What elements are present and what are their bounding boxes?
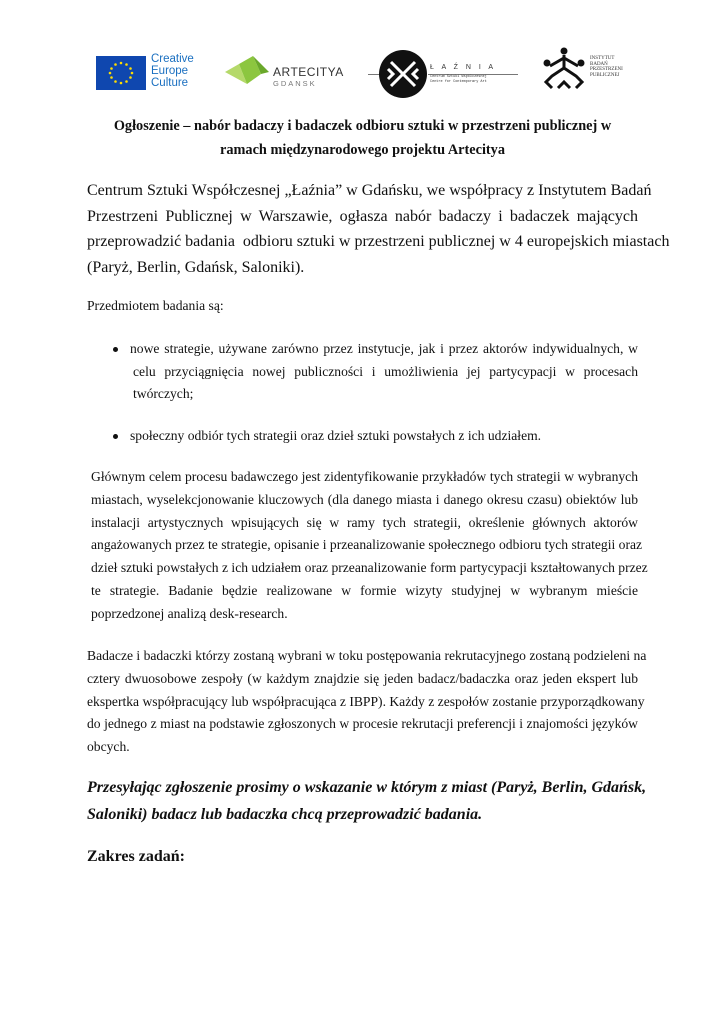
intro-paragraph — [87, 178, 670, 281]
text-line: Badacze i badaczki którzy zostaną wybrani w toku postępowania rekrutacyjnego zostaną podzieleni na — [87, 648, 647, 663]
subject-label: Przedmiotem badania są: — [87, 298, 224, 313]
emphasis-paragraph — [87, 774, 647, 828]
text-line: angażowanych przez te strategie, opisanie i przeanalizowanie społecznego odbioru tych strategii oraz — [91, 537, 643, 553]
bullet-icon — [113, 434, 118, 439]
logo-text: Centrum Sztuki Współczesnej — [430, 75, 487, 79]
list-item — [130, 338, 638, 406]
logo-text: INSTYTUT — [590, 56, 615, 61]
goal-paragraph — [91, 466, 648, 626]
logo-text: PRZESTRZENI — [590, 67, 623, 72]
logo-text: BADAŃ — [590, 61, 608, 67]
logo-text: Creative — [151, 53, 194, 65]
text-line: dzieł sztuki powstałych z ich udziałem oraz przeanalizowanie form partycypacji kształtowanych przez — [91, 560, 648, 576]
logo-text: GDANSK — [273, 79, 317, 88]
logo-text: Culture — [151, 77, 189, 89]
text-line: instalacji artystycznych wpisujących się w ramy tych strategii, określenie głównych aktorów — [91, 514, 638, 530]
text-line: nowe strategie, używane zarówno przez instytucje, jak i przez aktorów indywidualnych, w — [130, 341, 638, 356]
teams-paragraph — [87, 645, 647, 759]
logo-text: PUBLICZNEJ — [590, 72, 620, 78]
title-line: ramach międzynarodowego projektu Artecitya — [220, 142, 505, 158]
text-line: Głównym celem procesu badawczego jest zidentyfikowanie przykładów tych strategii w wybranych — [91, 469, 638, 484]
section-heading: Zakres zadań: — [87, 848, 185, 865]
ibpp-mark-icon — [542, 46, 586, 90]
text-line: poprzedzonej analizą desk-research. — [91, 605, 288, 621]
text-line: (Paryż, Berlin, Gdańsk, Saloniki). — [87, 259, 305, 277]
text-line: Centrum Sztuki Współczesnej „Łaźnia” w Gdańsku, we współpracy z Instytutem Badań — [87, 182, 652, 199]
text-line: twórczych; — [133, 386, 194, 402]
logo-bar — [0, 44, 725, 104]
text-line: Przesyłając zgłoszenie prosimy o wskazanie w którym z miast (Paryż, Berlin, Gdańsk, — [87, 779, 647, 796]
document-title — [87, 114, 638, 162]
text-line: celu przyciągnięcia nowej publiczności i umożliwienia jej partycypacji w procesach — [133, 363, 638, 379]
text-line: do jednego z miast na podstawie zgłoszonych w procesie rekrutacji preferencji i znajomości języków — [87, 716, 638, 732]
list-item — [130, 425, 541, 448]
eu-flag-icon — [96, 56, 146, 90]
logo-text: Centre for Contemporary Art — [430, 80, 487, 84]
text-line: miastach, wyselekcjonowanie kluczowych (dla danego miasta i danego okresu czasu) obiektów lub — [91, 491, 638, 507]
text-line: ekspertka współpracujący lub współpracująca z IBPP). Każdy z zespołów zostanie przyporządkowany — [87, 693, 645, 709]
text-line: Przestrzeni Publicznej w Warszawie, ogłasza nabór badaczy i badaczek mających — [87, 207, 638, 225]
bullet-icon — [113, 347, 118, 352]
text-line: przeprowadzić badania odbioru sztuki w przestrzeni publicznej w 4 europejskich miastach — [87, 233, 670, 251]
artecitya-mark-icon — [225, 54, 270, 90]
title-line: Ogłoszenie – nabór badaczy i badaczek odbioru sztuki w przestrzeni publicznej w — [113, 118, 612, 134]
text-line: obcych. — [87, 739, 130, 755]
logo-text: Europe — [151, 65, 189, 77]
text-line: cztery dwuosobowe zespoły (w każdym znajdzie się jeden badacz/badaczka oraz jeden ekspert lub — [87, 670, 638, 686]
laznia-mark-icon — [378, 49, 428, 99]
text-line: Saloniki) badacz lub badaczka chcą przeprowadzić badania. — [87, 806, 483, 823]
logo-text: ARTECITYA — [273, 65, 344, 79]
text-line: te strategie. Badanie będzie realizowane w formie wizyty studyjnej w wybranym mieście — [91, 582, 638, 598]
text-line: społeczny odbiór tych strategii oraz dzieł sztuki powstałych z ich udziałem. — [130, 428, 542, 443]
logo-text: Ł A Ź N I A — [430, 64, 497, 71]
